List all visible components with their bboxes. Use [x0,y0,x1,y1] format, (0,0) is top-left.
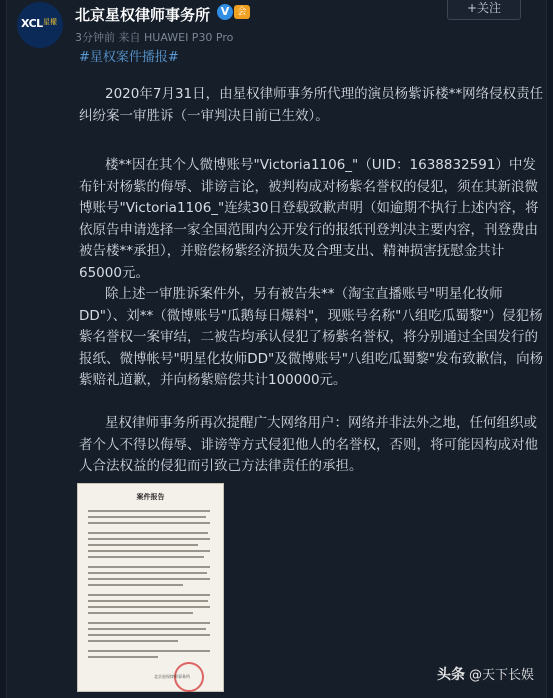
document-line [88,640,178,642]
document-title: 案件报告 [136,493,165,501]
document-line [88,538,210,540]
document-line [88,634,210,636]
watermark-handle: @天下长娱 [469,668,535,683]
document-line [88,600,208,602]
toutiao-watermark [437,664,534,684]
document-line [88,550,210,552]
document-footer: 北京星权律师事务所 [154,674,190,679]
document-line [88,544,198,546]
document-line [88,516,206,518]
document-line [88,606,210,608]
vip-badge-icon: 会 [234,5,250,19]
hashtag-link[interactable]: #星权案件播报# [79,50,179,65]
post-paragraph-4: 星权律师事务所再次提醒广大网络用户：网络并非法外之地，任何组织或者个人不得以侮辱、诽谤等方式侵犯他人的名誉权，否则，将可能因构成对他人合法权益的侵犯而引致己方法律责任的承担。 [79,415,538,474]
post-meta: 3分钟前 来自 HUAWEI P30 Pro [75,31,234,44]
avatar-logo-text: XCL [21,17,43,30]
author-name[interactable]: 北京星权律师事务所 [75,6,211,24]
document-line [88,556,204,558]
document-line [88,510,210,512]
document-line [88,650,210,652]
avatar[interactable] [17,2,63,48]
follow-button[interactable]: +关注 [447,0,521,20]
post-card [6,0,547,698]
document-line [88,584,183,586]
post-header [17,2,547,48]
avatar-logo-sub: 星權 [43,18,57,26]
document-line [88,622,210,624]
document-line [88,594,210,596]
post-paragraph-1: 2020年7月31日，由星权律师事务所代理的演员杨紫诉楼**网络侵权责任纠纷案一审胜诉（一审判决目前已生效）。 [79,86,544,124]
attached-document-image[interactable] [77,483,224,692]
document-line [88,612,193,614]
document-line [88,522,210,524]
document-line [88,566,210,568]
document-line [88,578,210,580]
document-line [88,572,207,574]
post-paragraph-3: 除上述一审胜诉案件外，另有被告朱**（淘宝直播账号"明星化妆师DD"）、刘**（微博账号"瓜鹅每日爆料"，现账号名称"八组吃瓜蜀黎"）侵犯杨紫名誉权一案审结，二被告均承认侵犯了杨紫名誉权，将分别通过全国发行的报纸、微博帐号"明星化妆师DD"及微博账号"八组吃瓜蜀黎"发布致歉信，向杨紫赔礼道歉，并向杨紫赔偿共计100000元。 [79,286,544,388]
toutiao-logo: 头条 [437,667,465,683]
post-paragraph-2: 楼**因在其个人微博账号"Victoria1106_"（UID：1638832591）中发布针对杨紫的侮辱、诽谤言论，被判构成对杨紫名誉权的侵犯，须在其新浪微博账号"Victoria1106_"连续30日登载致歉声明（如逾期不执行上述内容，将依原告申请选择一家全国范围内公开发行的报纸刊登判决主要内容，刊登费由被告楼**承担），并赔偿杨紫经济损失及合理支出、精神损害抚慰金共计65000元。 [79,157,539,281]
document-line [88,628,206,630]
verified-icon: V [217,4,233,20]
document-line [88,532,208,534]
document-line [88,656,158,658]
